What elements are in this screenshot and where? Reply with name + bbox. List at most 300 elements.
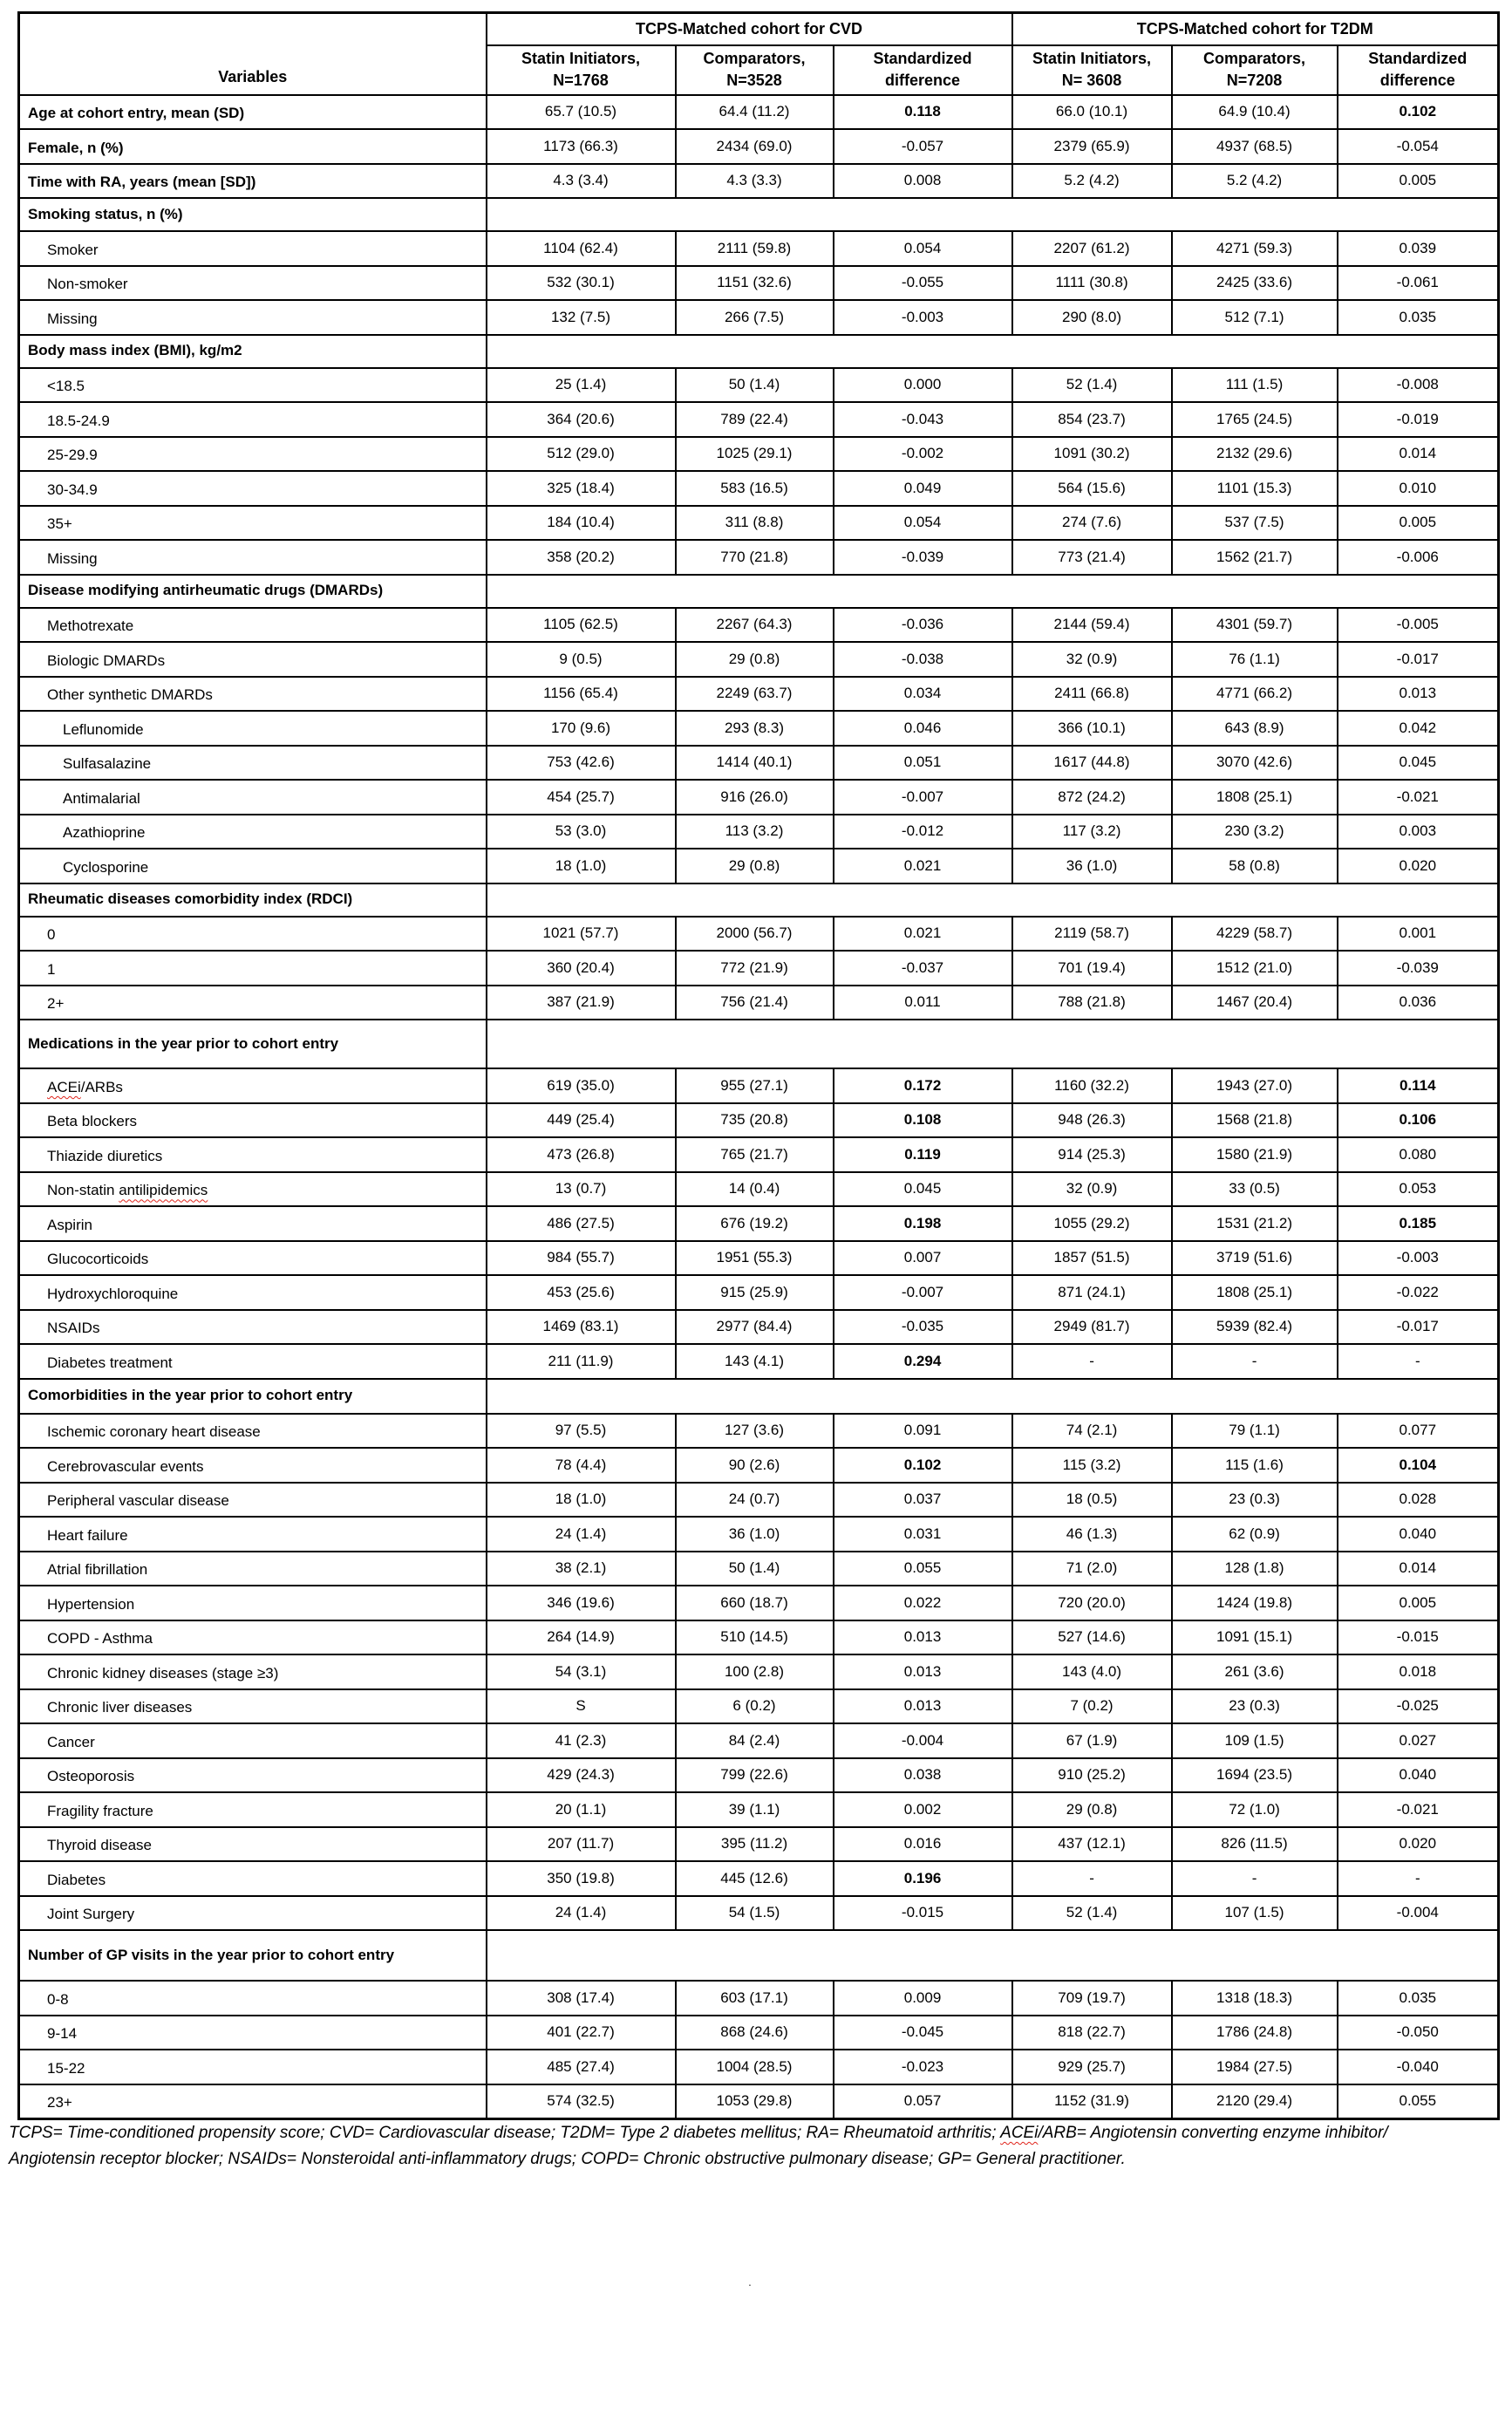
table-row — [19, 402, 1499, 437]
value-cell: 90 (2.6) — [676, 1448, 834, 1483]
value-cell: 799 (22.6) — [676, 1758, 834, 1793]
value-cell: 0.118 — [834, 95, 1012, 130]
value-cell: 1173 (66.3) — [487, 129, 676, 164]
value-cell: 0.031 — [834, 1517, 1012, 1552]
value-cell: 0.014 — [1338, 1552, 1499, 1586]
value-cell: -0.057 — [834, 129, 1012, 164]
table-row — [19, 2050, 1499, 2084]
variable-label: NSAIDs — [19, 1310, 487, 1345]
table-row — [19, 1517, 1499, 1552]
value-cell: 0.020 — [1338, 849, 1499, 883]
value-cell: 0.040 — [1338, 1758, 1499, 1793]
variables-column-header: Variables — [19, 13, 487, 95]
section-label: Rheumatic diseases comorbidity index (RDCI) — [19, 883, 487, 917]
value-cell: 437 (12.1) — [1012, 1827, 1172, 1862]
variable-label: 18.5-24.9 — [19, 402, 487, 437]
variable-label: 15-22 — [19, 2050, 487, 2084]
value-cell: 52 (1.4) — [1012, 368, 1172, 403]
value-cell: 0.013 — [1338, 677, 1499, 712]
value-cell: 79 (1.1) — [1172, 1414, 1338, 1449]
value-cell: - — [1012, 1861, 1172, 1896]
value-cell: 486 (27.5) — [487, 1206, 676, 1241]
value-cell: 910 (25.2) — [1012, 1758, 1172, 1793]
variable-label: COPD - Asthma — [19, 1620, 487, 1655]
column-header-line1: Comparators, — [1203, 50, 1306, 67]
section-header-row — [19, 1930, 1499, 1981]
value-cell: 64.4 (11.2) — [676, 95, 834, 130]
table-row — [19, 437, 1499, 472]
value-cell: 709 (19.7) — [1012, 1981, 1172, 2016]
column-header-standardized-difference-cvd — [834, 45, 1012, 95]
value-cell: 1055 (29.2) — [1012, 1206, 1172, 1241]
table-row — [19, 1981, 1499, 2016]
value-cell: 701 (19.4) — [1012, 951, 1172, 986]
variable-label: Antimalarial — [19, 780, 487, 815]
variable-label: 35+ — [19, 506, 487, 541]
value-cell: 29 (0.8) — [1012, 1792, 1172, 1827]
variable-label: 1 — [19, 951, 487, 986]
value-cell: 449 (25.4) — [487, 1103, 676, 1138]
value-cell: -0.015 — [834, 1896, 1012, 1931]
table-row — [19, 2016, 1499, 2050]
section-header-row — [19, 575, 1499, 608]
table-row — [19, 1275, 1499, 1310]
value-cell: -0.008 — [1338, 368, 1499, 403]
variable-label: Glucocorticoids — [19, 1241, 487, 1276]
value-cell: 0.021 — [834, 917, 1012, 952]
variable-label: Age at cohort entry, mean (SD) — [19, 95, 487, 130]
value-cell: S — [487, 1689, 676, 1724]
value-cell: 772 (21.9) — [676, 951, 834, 986]
value-cell: 1951 (55.3) — [676, 1241, 834, 1276]
value-cell: -0.043 — [834, 402, 1012, 437]
value-cell: 0.021 — [834, 849, 1012, 883]
variable-label: Diabetes treatment — [19, 1344, 487, 1379]
column-header-line1: Standardized — [1368, 50, 1468, 67]
value-cell: 111 (1.5) — [1172, 368, 1338, 403]
value-cell: 0.045 — [834, 1172, 1012, 1207]
value-cell: 916 (26.0) — [676, 780, 834, 815]
value-cell: 735 (20.8) — [676, 1103, 834, 1138]
section-header-row — [19, 335, 1499, 368]
value-cell: 1104 (62.4) — [487, 231, 676, 266]
value-cell: 32 (0.9) — [1012, 642, 1172, 677]
value-cell: 0.040 — [1338, 1517, 1499, 1552]
variable-label: Sulfasalazine — [19, 746, 487, 781]
value-cell: 765 (21.7) — [676, 1137, 834, 1172]
abbreviations-footnote — [9, 2120, 1388, 2173]
value-cell: 1857 (51.5) — [1012, 1241, 1172, 1276]
value-cell: 1105 (62.5) — [487, 608, 676, 643]
value-cell: 143 (4.1) — [676, 1344, 834, 1379]
variable-label: <18.5 — [19, 368, 487, 403]
value-cell: 395 (11.2) — [676, 1827, 834, 1862]
value-cell: 818 (22.7) — [1012, 2016, 1172, 2050]
value-cell: 1467 (20.4) — [1172, 986, 1338, 1020]
section-empty-cell — [487, 1930, 1499, 1981]
value-cell: 0.046 — [834, 711, 1012, 746]
value-cell: 52 (1.4) — [1012, 1896, 1172, 1931]
value-cell: 854 (23.7) — [1012, 402, 1172, 437]
value-cell: 0.018 — [1338, 1654, 1499, 1689]
value-cell: 18 (1.0) — [487, 849, 676, 883]
table-row — [19, 506, 1499, 541]
table-row — [19, 780, 1499, 815]
value-cell: 358 (20.2) — [487, 540, 676, 575]
table-row — [19, 1206, 1499, 1241]
value-cell: 74 (2.1) — [1012, 1414, 1172, 1449]
variable-label: 25-29.9 — [19, 437, 487, 472]
table-row — [19, 746, 1499, 781]
variable-label: Chronic kidney diseases (stage ≥3) — [19, 1654, 487, 1689]
value-cell: 871 (24.1) — [1012, 1275, 1172, 1310]
value-cell: 50 (1.4) — [676, 368, 834, 403]
table-row — [19, 849, 1499, 883]
value-cell: 76 (1.1) — [1172, 642, 1338, 677]
value-cell: 4.3 (3.4) — [487, 164, 676, 199]
value-cell: 0.011 — [834, 986, 1012, 1020]
value-cell: -0.012 — [834, 815, 1012, 849]
value-cell: 3719 (51.6) — [1172, 1241, 1338, 1276]
section-label: Number of GP visits in the year prior to cohort entry — [19, 1930, 487, 1981]
value-cell: -0.045 — [834, 2016, 1012, 2050]
value-cell: -0.017 — [1338, 1310, 1499, 1345]
column-header-line2: N=1768 — [553, 72, 609, 89]
value-cell: 0.053 — [1338, 1172, 1499, 1207]
table-row — [19, 1552, 1499, 1586]
table-row — [19, 129, 1499, 164]
variable-label: Fragility fracture — [19, 1792, 487, 1827]
variable-label: Atrial fibrillation — [19, 1552, 487, 1586]
value-cell: 264 (14.9) — [487, 1620, 676, 1655]
value-cell: 230 (3.2) — [1172, 815, 1338, 849]
variable-label: 23+ — [19, 2084, 487, 2119]
value-cell: 753 (42.6) — [487, 746, 676, 781]
table-row — [19, 164, 1499, 199]
value-cell: 109 (1.5) — [1172, 1723, 1338, 1758]
value-cell: -0.054 — [1338, 129, 1499, 164]
value-cell: 868 (24.6) — [676, 2016, 834, 2050]
table-row — [19, 1654, 1499, 1689]
value-cell: 872 (24.2) — [1012, 780, 1172, 815]
value-cell: 184 (10.4) — [487, 506, 676, 541]
value-cell: - — [1172, 1344, 1338, 1379]
value-cell: 0.054 — [834, 231, 1012, 266]
value-cell: 789 (22.4) — [676, 402, 834, 437]
value-cell: 113 (3.2) — [676, 815, 834, 849]
value-cell: 13 (0.7) — [487, 1172, 676, 1207]
value-cell: 350 (19.8) — [487, 1861, 676, 1896]
value-cell: 170 (9.6) — [487, 711, 676, 746]
value-cell: 720 (20.0) — [1012, 1586, 1172, 1620]
value-cell: 929 (25.7) — [1012, 2050, 1172, 2084]
spellcheck-underline: ACEi — [47, 1078, 81, 1095]
value-cell: 788 (21.8) — [1012, 986, 1172, 1020]
value-cell: 0.003 — [1338, 815, 1499, 849]
value-cell: 4271 (59.3) — [1172, 231, 1338, 266]
value-cell: -0.037 — [834, 951, 1012, 986]
value-cell: 38 (2.1) — [487, 1552, 676, 1586]
value-cell: 676 (19.2) — [676, 1206, 834, 1241]
value-cell: 0.104 — [1338, 1448, 1499, 1483]
value-cell: -0.005 — [1338, 608, 1499, 643]
value-cell: 1424 (19.8) — [1172, 1586, 1338, 1620]
value-cell: 0.102 — [1338, 95, 1499, 130]
column-header-line1: Standardized — [873, 50, 972, 67]
value-cell: 2977 (84.4) — [676, 1310, 834, 1345]
value-cell: 20 (1.1) — [487, 1792, 676, 1827]
value-cell: 0.054 — [834, 506, 1012, 541]
baseline-characteristics-table — [17, 11, 1500, 2120]
value-cell: 756 (21.4) — [676, 986, 834, 1020]
section-empty-cell — [487, 198, 1499, 231]
value-cell: 0.008 — [834, 164, 1012, 199]
value-cell: -0.050 — [1338, 2016, 1499, 2050]
value-cell: 1943 (27.0) — [1172, 1068, 1338, 1103]
table-row — [19, 951, 1499, 986]
value-cell: 915 (25.9) — [676, 1275, 834, 1310]
variable-label: Biologic DMARDs — [19, 642, 487, 677]
value-cell: 67 (1.9) — [1012, 1723, 1172, 1758]
value-cell: 1562 (21.7) — [1172, 540, 1338, 575]
table-row — [19, 1586, 1499, 1620]
value-cell: 65.7 (10.5) — [487, 95, 676, 130]
cohort-group-header-row — [19, 13, 1499, 45]
table-row — [19, 471, 1499, 506]
value-cell: 6 (0.2) — [676, 1689, 834, 1724]
variable-label: Other synthetic DMARDs — [19, 677, 487, 712]
spellcheck-underline: ACEi — [1000, 2124, 1039, 2142]
value-cell: 128 (1.8) — [1172, 1552, 1338, 1586]
value-cell: 485 (27.4) — [487, 2050, 676, 2084]
value-cell: -0.003 — [834, 300, 1012, 335]
value-cell: 1512 (21.0) — [1172, 951, 1338, 986]
value-cell: 387 (21.9) — [487, 986, 676, 1020]
value-cell: 512 (7.1) — [1172, 300, 1338, 335]
value-cell: 948 (26.3) — [1012, 1103, 1172, 1138]
value-cell: -0.021 — [1338, 1792, 1499, 1827]
value-cell: 9 (0.5) — [487, 642, 676, 677]
table-row — [19, 1414, 1499, 1449]
table-row — [19, 1344, 1499, 1379]
value-cell: 2379 (65.9) — [1012, 129, 1172, 164]
footnote-line1: TCPS= Time-conditioned propensity score; CVD= Cardiovascular disease; T2DM= Type 2 diabetes mellitus; RA= Rheumatoid arthritis; ACEi/ARB= Angiotensin converting enzyme inhibitor/ — [9, 2124, 1388, 2142]
table-row — [19, 1620, 1499, 1655]
value-cell: 41 (2.3) — [487, 1723, 676, 1758]
value-cell: 0.010 — [1338, 471, 1499, 506]
table-row — [19, 1310, 1499, 1345]
column-header-line2: N= 3608 — [1061, 72, 1122, 89]
value-cell: -0.040 — [1338, 2050, 1499, 2084]
value-cell: 0.037 — [834, 1483, 1012, 1518]
value-cell: 54 (3.1) — [487, 1654, 676, 1689]
value-cell: 0.091 — [834, 1414, 1012, 1449]
footnote-line2: Angiotensin receptor blocker; NSAIDs= Nonsteroidal anti-inflammatory drugs; COPD= Chronic obstructive pulmonary disease; GP= General practitioner. — [9, 2150, 1126, 2168]
value-cell: 58 (0.8) — [1172, 849, 1338, 883]
value-cell: 2111 (59.8) — [676, 231, 834, 266]
value-cell: 1004 (28.5) — [676, 2050, 834, 2084]
value-cell: 5.2 (4.2) — [1172, 164, 1338, 199]
value-cell: 39 (1.1) — [676, 1792, 834, 1827]
value-cell: 0.000 — [834, 368, 1012, 403]
value-cell: 72 (1.0) — [1172, 1792, 1338, 1827]
table-row — [19, 1896, 1499, 1931]
value-cell: 46 (1.3) — [1012, 1517, 1172, 1552]
value-cell: 84 (2.4) — [676, 1723, 834, 1758]
value-cell: 0.077 — [1338, 1414, 1499, 1449]
value-cell: -0.004 — [1338, 1896, 1499, 1931]
value-cell: 0.013 — [834, 1654, 1012, 1689]
value-cell: 23 (0.3) — [1172, 1689, 1338, 1724]
value-cell: 445 (12.6) — [676, 1861, 834, 1896]
value-cell: 527 (14.6) — [1012, 1620, 1172, 1655]
spellcheck-underline: antilipidemics — [119, 1182, 208, 1199]
section-header-row — [19, 1020, 1499, 1068]
value-cell: 770 (21.8) — [676, 540, 834, 575]
value-cell: 773 (21.4) — [1012, 540, 1172, 575]
table-row — [19, 1758, 1499, 1793]
value-cell: 1469 (83.1) — [487, 1310, 676, 1345]
section-label: Comorbidities in the year prior to cohort entry — [19, 1379, 487, 1414]
variable-label: Ischemic coronary heart disease — [19, 1414, 487, 1449]
value-cell: 454 (25.7) — [487, 780, 676, 815]
section-empty-cell — [487, 883, 1499, 917]
value-cell: 0.013 — [834, 1620, 1012, 1655]
value-cell: 36 (1.0) — [1012, 849, 1172, 883]
table-row — [19, 540, 1499, 575]
variable-label: Peripheral vascular disease — [19, 1483, 487, 1518]
value-cell: 366 (10.1) — [1012, 711, 1172, 746]
value-cell: 2120 (29.4) — [1172, 2084, 1338, 2119]
value-cell: 583 (16.5) — [676, 471, 834, 506]
variable-label: Methotrexate — [19, 608, 487, 643]
value-cell: 4.3 (3.3) — [676, 164, 834, 199]
value-cell: -0.022 — [1338, 1275, 1499, 1310]
variable-label: Female, n (%) — [19, 129, 487, 164]
value-cell: 1808 (25.1) — [1172, 780, 1338, 815]
value-cell: 0.057 — [834, 2084, 1012, 2119]
section-label: Medications in the year prior to cohort entry — [19, 1020, 487, 1068]
value-cell: 29 (0.8) — [676, 642, 834, 677]
value-cell: -0.017 — [1338, 642, 1499, 677]
value-cell: 2425 (33.6) — [1172, 266, 1338, 301]
value-cell: 261 (3.6) — [1172, 1654, 1338, 1689]
value-cell: -0.015 — [1338, 1620, 1499, 1655]
value-cell: 0.014 — [1338, 437, 1499, 472]
table-row — [19, 1723, 1499, 1758]
table-row — [19, 677, 1499, 712]
value-cell: 0.039 — [1338, 231, 1499, 266]
value-cell: 0.034 — [834, 677, 1012, 712]
value-cell: 0.027 — [1338, 1723, 1499, 1758]
value-cell: -0.038 — [834, 642, 1012, 677]
table-row — [19, 2084, 1499, 2119]
table-row — [19, 1483, 1499, 1518]
value-cell: 18 (0.5) — [1012, 1483, 1172, 1518]
value-cell: - — [1338, 1344, 1499, 1379]
table-row — [19, 1103, 1499, 1138]
value-cell: 512 (29.0) — [487, 437, 676, 472]
variable-label: Cancer — [19, 1723, 487, 1758]
value-cell: 955 (27.1) — [676, 1068, 834, 1103]
value-cell: 2119 (58.7) — [1012, 917, 1172, 952]
variable-label: Heart failure — [19, 1517, 487, 1552]
value-cell: 293 (8.3) — [676, 711, 834, 746]
value-cell: -0.061 — [1338, 266, 1499, 301]
value-cell: 5.2 (4.2) — [1012, 164, 1172, 199]
value-cell: 0.002 — [834, 1792, 1012, 1827]
variable-label: Missing — [19, 540, 487, 575]
value-cell: 0.016 — [834, 1827, 1012, 1862]
value-cell: 2000 (56.7) — [676, 917, 834, 952]
value-cell: 1152 (31.9) — [1012, 2084, 1172, 2119]
value-cell: 33 (0.5) — [1172, 1172, 1338, 1207]
value-cell: -0.039 — [1338, 951, 1499, 986]
value-cell: 0.035 — [1338, 1981, 1499, 2016]
value-cell: 0.119 — [834, 1137, 1012, 1172]
variable-label: 9-14 — [19, 2016, 487, 2050]
value-cell: 62 (0.9) — [1172, 1517, 1338, 1552]
table-row — [19, 608, 1499, 643]
value-cell: 66.0 (10.1) — [1012, 95, 1172, 130]
value-cell: 0.036 — [1338, 986, 1499, 1020]
value-cell: 914 (25.3) — [1012, 1137, 1172, 1172]
section-header-row — [19, 1379, 1499, 1414]
value-cell: 826 (11.5) — [1172, 1827, 1338, 1862]
value-cell: 364 (20.6) — [487, 402, 676, 437]
value-cell: 107 (1.5) — [1172, 1896, 1338, 1931]
value-cell: 7 (0.2) — [1012, 1689, 1172, 1724]
variable-label: ACEi/ARBs — [19, 1068, 487, 1103]
value-cell: 115 (3.2) — [1012, 1448, 1172, 1483]
value-cell: -0.002 — [834, 437, 1012, 472]
value-cell: 0.005 — [1338, 164, 1499, 199]
variable-label: Leflunomide — [19, 711, 487, 746]
variable-label: 30-34.9 — [19, 471, 487, 506]
value-cell: 429 (24.3) — [487, 1758, 676, 1793]
table-row — [19, 266, 1499, 301]
value-cell: 2949 (81.7) — [1012, 1310, 1172, 1345]
value-cell: 0.035 — [1338, 300, 1499, 335]
variable-label: Azathioprine — [19, 815, 487, 849]
section-label: Disease modifying antirheumatic drugs (DMARDs) — [19, 575, 487, 608]
column-header-line1: Statin Initiators, — [1032, 50, 1152, 67]
value-cell: -0.007 — [834, 780, 1012, 815]
value-cell: 1091 (30.2) — [1012, 437, 1172, 472]
value-cell: 23 (0.3) — [1172, 1483, 1338, 1518]
value-cell: 1786 (24.8) — [1172, 2016, 1338, 2050]
value-cell: -0.019 — [1338, 402, 1499, 437]
variable-label: 2+ — [19, 986, 487, 1020]
value-cell: 0.005 — [1338, 506, 1499, 541]
table-row — [19, 1137, 1499, 1172]
value-cell: 290 (8.0) — [1012, 300, 1172, 335]
value-cell: -0.055 — [834, 266, 1012, 301]
value-cell: 1101 (15.3) — [1172, 471, 1338, 506]
variable-label: Thiazide diuretics — [19, 1137, 487, 1172]
value-cell: 360 (20.4) — [487, 951, 676, 986]
section-header-row — [19, 883, 1499, 917]
value-cell: 29 (0.8) — [676, 849, 834, 883]
table-row — [19, 917, 1499, 952]
value-cell: 1025 (29.1) — [676, 437, 834, 472]
table-row — [19, 1827, 1499, 1862]
value-cell: 1091 (15.1) — [1172, 1620, 1338, 1655]
table-row — [19, 231, 1499, 266]
value-cell: 0.198 — [834, 1206, 1012, 1241]
section-empty-cell — [487, 575, 1499, 608]
value-cell: 532 (30.1) — [487, 266, 676, 301]
